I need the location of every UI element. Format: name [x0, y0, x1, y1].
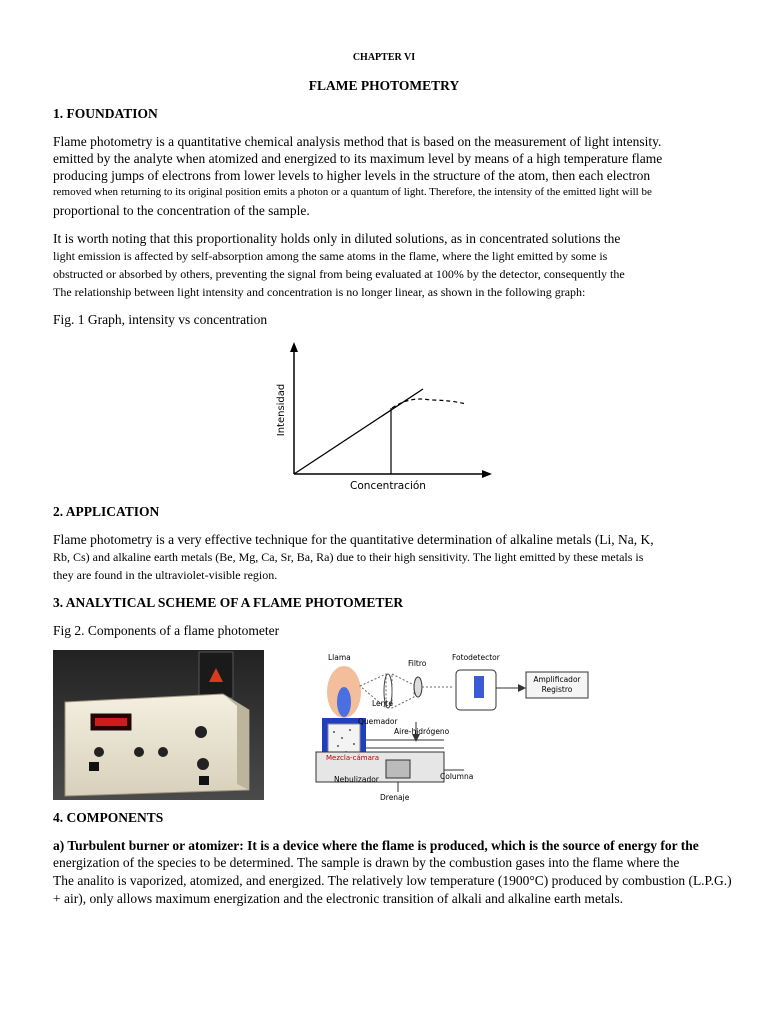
label-filtro: Filtro	[408, 659, 427, 668]
component-intro-bold: a) Turbulent burner or atomizer: It is a device where the flame is produced, which is the source of energy for the	[53, 838, 699, 853]
section-heading-components: 4. COMPONENTS	[53, 810, 164, 825]
y-axis-arrow	[290, 342, 298, 352]
filter	[414, 677, 422, 697]
label-aire-hidrogeno: Aire-hidrógeno	[394, 727, 450, 736]
control-knob	[195, 726, 207, 738]
paragraph-line: proportional to the concentration of the sample.	[53, 203, 310, 218]
switch	[89, 762, 99, 771]
label-mezcla-camara: Mezcla-cámara	[326, 754, 380, 762]
figure-caption: Fig. 1 Graph, intensity vs concentration	[53, 312, 268, 327]
paragraph-line: The relationship between light intensity and concentration is no longer linear, as shown in the following graph:	[53, 285, 586, 299]
figure-caption: Fig 2. Components of a flame photometer	[53, 623, 280, 638]
paragraph-line: + air), only allows maximum energization and the electronic transition of alkali and alkaline earth metals.	[53, 891, 624, 906]
nebulizer	[386, 760, 410, 778]
label-nebulizador: Nebulizador	[334, 775, 379, 784]
section-heading-foundation: 1. FOUNDATION	[53, 106, 158, 121]
control-knob	[158, 747, 168, 757]
section-heading-scheme: 3. ANALYTICAL SCHEME OF A FLAME PHOTOMETER	[53, 595, 404, 610]
label-llama: Llama	[328, 653, 351, 662]
control-knob	[134, 747, 144, 757]
paragraph-line: energization of the species to be determined. The sample is drawn by the combustion gases into the flame where the	[53, 855, 680, 870]
flame-photometer-photo	[53, 650, 264, 800]
paragraph-line: producing jumps of electrons from lower levels to higher levels in the structure of the atom, then each electron	[53, 168, 651, 183]
paragraph-line: Flame photometry is a very effective technique for the quantitative determination of alkaline metals (Li, Na, K,	[53, 532, 654, 547]
linear-response-line	[294, 389, 423, 474]
label-quemador: Quemador	[358, 717, 398, 726]
flame-core	[337, 687, 351, 717]
flame-photometer-schematic	[304, 652, 594, 802]
paragraph-line: Rb, Cs) and alkaline earth metals (Be, Mg, Ca, Sr, Ba, Ra) due to their high sensitivity. The light emitted by these metals is	[53, 550, 644, 564]
chapter-label: CHAPTER VI	[352, 52, 416, 63]
paragraph-line: removed when returning to its original position emits a photon or a quantum of light. Therefore, the intensity of the emitted light will be	[53, 186, 652, 198]
label-columna: Columna	[440, 772, 474, 781]
label-amplificador: Amplificador	[533, 675, 581, 684]
label-fotodetector: Fotodetector	[452, 653, 500, 662]
label-lente: Lente	[372, 699, 393, 708]
switch	[199, 776, 209, 785]
x-axis-label: Concentración	[350, 480, 426, 492]
paragraph-line: emitted by the analyte when atomized and energized to its maximum level by means of a high temperature flame	[53, 151, 663, 166]
paragraph-line: light emission is affected by self-absorption among the same atoms in the flame, where the light emitted by some is	[53, 249, 608, 263]
label-drenaje: Drenaje	[380, 793, 410, 802]
page-title: FLAME PHOTOMETRY	[308, 78, 460, 93]
paragraph-line: It is worth noting that this proportionality holds only in diluted solutions, as in concentrated solutions the	[53, 231, 621, 246]
x-axis-arrow	[482, 470, 492, 478]
photodetector-cell	[474, 676, 484, 698]
control-knob	[94, 747, 104, 757]
intensity-vs-concentration-graph	[270, 338, 504, 498]
led-readout	[95, 718, 127, 726]
nonlinear-dashed-curve	[392, 399, 466, 408]
label-registro: Registro	[541, 685, 573, 694]
control-knob	[197, 758, 209, 770]
paragraph-line: The analito is vaporized, atomized, and energized. The relatively low temperature (1900°C) produced by combustion (L.P.G.)	[53, 873, 732, 888]
paragraph-line: they are found in the ultraviolet-visible region.	[53, 568, 278, 582]
y-axis-label: Intensidad	[276, 383, 287, 437]
paragraph-line: Flame photometry is a quantitative chemical analysis method that is based on the measurement of light intensity.	[53, 134, 662, 149]
paragraph-line: obstructed or absorbed by others, preventing the signal from being evaluated at 100% by the detector, consequently the	[53, 267, 625, 281]
section-heading-application: 2. APPLICATION	[53, 504, 160, 519]
